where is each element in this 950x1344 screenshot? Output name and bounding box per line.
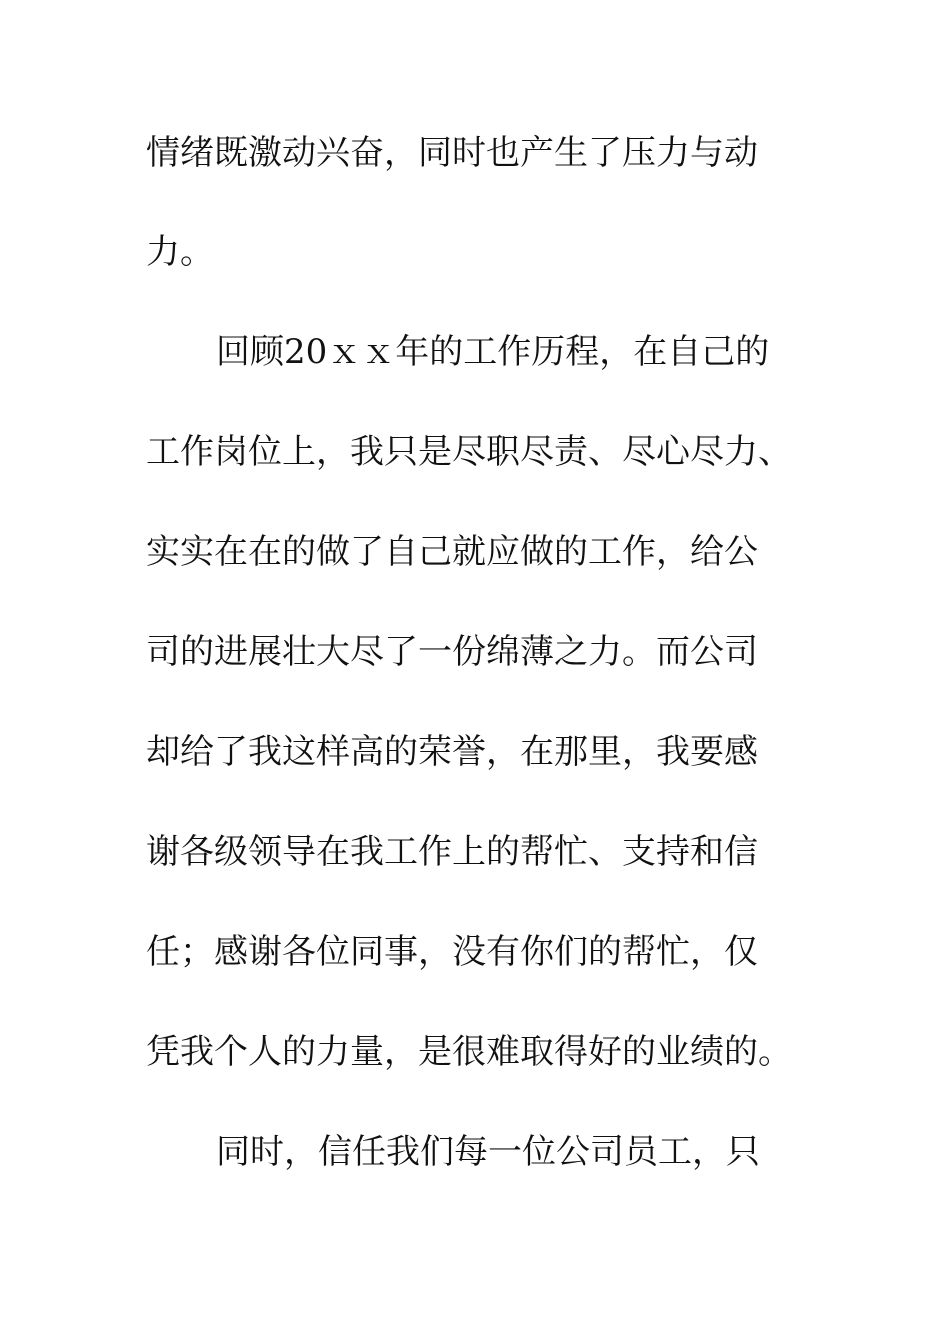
text-line-5: 实实在在的做了自己就应做的工作，给公 xyxy=(146,532,758,572)
text-line-7: 却给了我这样高的荣誉，在那里，我要感 xyxy=(146,732,758,772)
paragraph-start-line: 回顾20ｘｘ年的工作历程，在自己的 xyxy=(216,332,770,372)
text-line-6: 司的进展壮大尽了一份绵薄之力。而公司 xyxy=(146,632,758,672)
text-line-1: 情绪既激动兴奋，同时也产生了压力与动 xyxy=(146,133,758,173)
paragraph-start-line: 同时，信任我们每一位公司员工，只 xyxy=(216,1132,760,1172)
text-line-4: 工作岗位上，我只是尽职尽责、尽心尽力、 xyxy=(146,432,792,472)
text-line-2: 力。 xyxy=(146,232,214,272)
text-line-9: 任；感谢各位同事，没有你们的帮忙，仅 xyxy=(146,932,758,972)
text-line-8: 谢各级领导在我工作上的帮忙、支持和信 xyxy=(146,832,758,872)
text-line-10: 凭我个人的力量，是很难取得好的业绩的。 xyxy=(146,1032,792,1072)
